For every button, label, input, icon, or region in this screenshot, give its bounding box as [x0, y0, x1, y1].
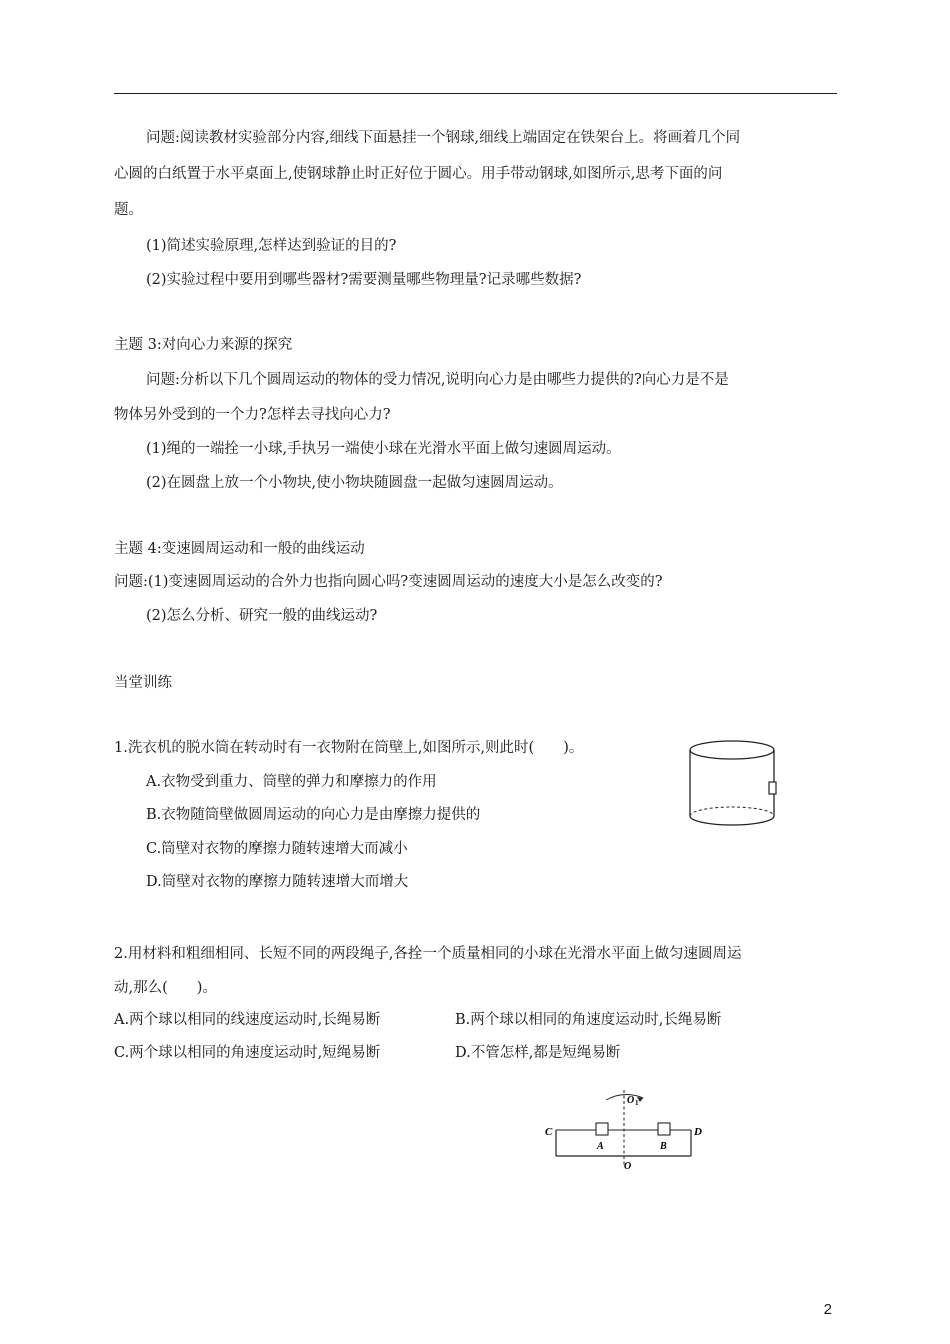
label-o: O [624, 1161, 632, 1172]
topic4-item-2: (2)怎么分析、研究一般的曲线运动? [146, 608, 378, 624]
q1-option-d: D.筒壁对衣物的摩擦力随转速增大而增大 [146, 874, 409, 890]
label-d: D [694, 1126, 702, 1138]
block-b [658, 1123, 670, 1135]
label-b: B [660, 1141, 667, 1152]
topic3-item-2: (2)在圆盘上放一个小物块,使小物块随圆盘一起做匀速圆周运动。 [146, 475, 563, 491]
label-o1: O [627, 1095, 635, 1106]
q1-option-c: C.筒壁对衣物的摩擦力随转速增大而减小 [146, 841, 408, 857]
q1-option-a: A.衣物受到重力、筒壁的弹力和摩擦力的作用 [146, 774, 437, 790]
q1-stem: 1.洗衣机的脱水筒在转动时有一衣物附在筒壁上,如图所示,则此时( )。 [114, 740, 584, 756]
block-a [596, 1123, 608, 1135]
topic3-item-1: (1)绳的一端拴一小球,手执另一端使小球在光滑水平面上做匀速圆周运动。 [146, 441, 621, 457]
cylinder-figure [684, 738, 784, 834]
q2-stem: 2.用材料和粗细相同、长短不同的两段绳子,各拴一个质量相同的小球在光滑水平面上做匀速圆周运 [114, 946, 742, 962]
label-a: A [597, 1141, 604, 1152]
sub-question-1: (1)简述实验原理,怎样达到验证的目的? [146, 238, 397, 254]
practice-heading: 当堂训练 [114, 675, 172, 691]
topic3-question: 问题:分析以下几个圆周运动的物体的受力情况,说明向心力是由哪些力提供的?向心力是不是 [146, 372, 729, 388]
label-c: C [545, 1126, 553, 1138]
question-line: 问题:阅读教材实验部分内容,细线下面悬挂一个钢球,细线上端固定在铁架台上。将画着几个同 [146, 130, 741, 146]
q2-option-a: A.两个球以相同的线速度运动时,长绳易断 [114, 1012, 381, 1028]
topic3-title: 主题 3:对向心力来源的探究 [114, 337, 293, 353]
q2-option-c: C.两个球以相同的角速度运动时,短绳易断 [114, 1045, 381, 1061]
q1-option-b: B.衣物随筒壁做圆周运动的向心力是由摩擦力提供的 [146, 807, 481, 823]
header-rule [114, 93, 837, 94]
q2-stem: 动,那么( )。 [114, 980, 217, 996]
topic4-question: 问题:(1)变速圆周运动的合外力也指向圆心吗?变速圆周运动的速度大小是怎么改变的? [114, 574, 663, 590]
question-line: 题。 [114, 202, 143, 218]
topic4-title: 主题 4:变速圆周运动和一般的曲线运动 [114, 541, 365, 557]
label-o1-subscript: 1 [635, 1099, 639, 1107]
topic3-question: 物体另外受到的一个力?怎样去寻找向心力? [114, 407, 391, 423]
page-number: 2 [823, 1301, 832, 1318]
q2-option-b: B.两个球以相同的角速度运动时,长绳易断 [455, 1012, 722, 1028]
q2-option-d: D.不管怎样,都是短绳易断 [455, 1045, 621, 1061]
clothing-block [769, 782, 776, 794]
sub-question-2: (2)实验过程中要用到哪些器材?需要测量哪些物理量?记录哪些数据? [146, 272, 582, 288]
rotating-tray-figure [540, 1088, 720, 1176]
question-line: 心圆的白纸置于水平桌面上,使钢球静止时正好位于圆心。用手带动钢球,如图所示,思考下面的问 [114, 166, 723, 182]
